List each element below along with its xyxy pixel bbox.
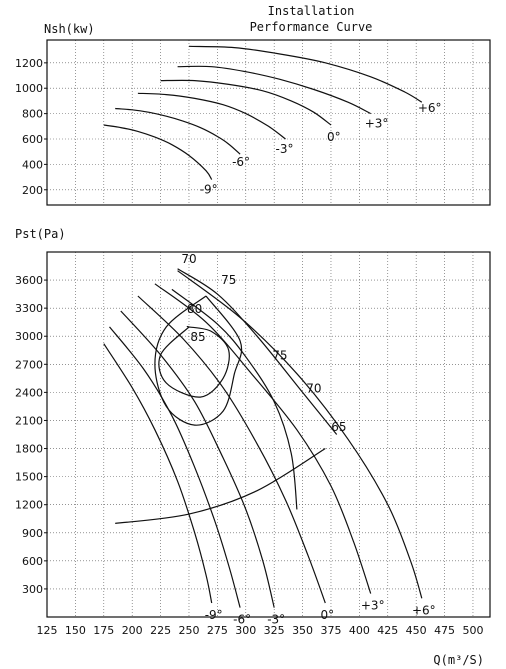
bottom-y-tick-label: 3000 bbox=[15, 330, 43, 344]
top-series-label: -6° bbox=[232, 155, 251, 170]
bottom-series-label: 0° bbox=[320, 607, 335, 622]
bottom-series-label: -6° bbox=[233, 612, 252, 627]
x-tick-label: 400 bbox=[348, 624, 370, 637]
x-tick-label: 125 bbox=[36, 624, 58, 637]
efficiency-label: 80 bbox=[187, 301, 203, 316]
top-y-tick-label: 600 bbox=[22, 133, 43, 146]
top-y-axis-label: Nsh(kw) bbox=[44, 22, 95, 36]
bottom-series-label: +3° bbox=[360, 598, 385, 613]
x-tick-label: 275 bbox=[206, 624, 228, 637]
x-tick-label: 325 bbox=[263, 624, 285, 637]
x-tick-label: 425 bbox=[377, 624, 399, 637]
efficiency-label: 75 bbox=[272, 348, 288, 363]
x-tick-label: 500 bbox=[462, 624, 484, 637]
bottom-series-line bbox=[155, 284, 371, 594]
top-series-label: +3° bbox=[364, 116, 389, 131]
efficiency-contour bbox=[178, 269, 337, 435]
x-tick-label: 350 bbox=[292, 624, 314, 637]
bottom-y-tick-label: 1500 bbox=[15, 470, 43, 484]
bottom-y-tick-label: 900 bbox=[22, 526, 43, 540]
top-series-line bbox=[104, 125, 212, 180]
efficiency-label: 70 bbox=[306, 381, 322, 396]
top-series-label: +6° bbox=[417, 101, 442, 116]
top-series-line bbox=[138, 93, 286, 139]
title-line1: Installation bbox=[267, 4, 355, 18]
top-y-tick-label: 400 bbox=[22, 158, 43, 172]
top-plot-frame bbox=[47, 40, 490, 205]
bottom-y-tick-label: 2700 bbox=[15, 358, 43, 372]
top-series-label: 0° bbox=[326, 130, 341, 145]
x-tick-label: 475 bbox=[434, 624, 456, 637]
bottom-y-tick-label: 3300 bbox=[15, 302, 43, 316]
top-panel bbox=[15, 40, 490, 205]
x-tick-label: 300 bbox=[235, 624, 257, 637]
bottom-y-tick-label: 300 bbox=[22, 582, 43, 596]
bottom-y-tick-label: 3600 bbox=[15, 274, 43, 288]
top-series-label: -3° bbox=[275, 142, 294, 156]
x-tick-label: 200 bbox=[121, 624, 143, 637]
efficiency-label: 65 bbox=[331, 419, 347, 434]
efficiency-contour bbox=[115, 449, 325, 524]
bottom-series-label: +6° bbox=[411, 603, 436, 618]
bottom-y-tick-label: 2100 bbox=[15, 414, 43, 428]
x-tick-label: 225 bbox=[150, 624, 172, 637]
title-line2: Performance Curve bbox=[249, 20, 373, 34]
bottom-series-line bbox=[104, 344, 212, 603]
top-series-line bbox=[189, 46, 422, 102]
bottom-series-label: -3° bbox=[267, 612, 286, 627]
top-y-tick-label: 200 bbox=[22, 183, 43, 197]
bottom-y-tick-label: 1200 bbox=[15, 498, 43, 512]
x-tick-label: 375 bbox=[320, 624, 342, 637]
bottom-series-line bbox=[138, 296, 325, 603]
bottom-series-line bbox=[110, 327, 241, 608]
x-axis-label: Q(m³/S) bbox=[433, 653, 484, 667]
bottom-panel bbox=[15, 252, 490, 637]
x-tick-label: 250 bbox=[178, 624, 200, 637]
bottom-y-tick-label: 1800 bbox=[15, 442, 43, 456]
efficiency-label: 70 bbox=[181, 252, 197, 267]
bottom-y-axis-label: Pst(Pa) bbox=[15, 227, 66, 241]
top-y-tick-label: 1200 bbox=[15, 56, 43, 70]
top-series-label: -9° bbox=[199, 182, 218, 197]
top-y-tick-label: 1000 bbox=[15, 82, 43, 96]
efficiency-label: 75 bbox=[221, 272, 237, 287]
bottom-series-label: -9° bbox=[204, 607, 223, 622]
bottom-y-tick-label: 2400 bbox=[15, 386, 43, 400]
bottom-y-tick-label: 600 bbox=[22, 554, 43, 568]
x-tick-label: 150 bbox=[64, 624, 86, 637]
x-tick-label: 450 bbox=[405, 624, 427, 637]
x-tick-label: 175 bbox=[93, 624, 115, 637]
bottom-plot-frame bbox=[47, 252, 490, 617]
efficiency-label: 85 bbox=[190, 329, 206, 344]
top-y-tick-label: 800 bbox=[22, 107, 43, 121]
